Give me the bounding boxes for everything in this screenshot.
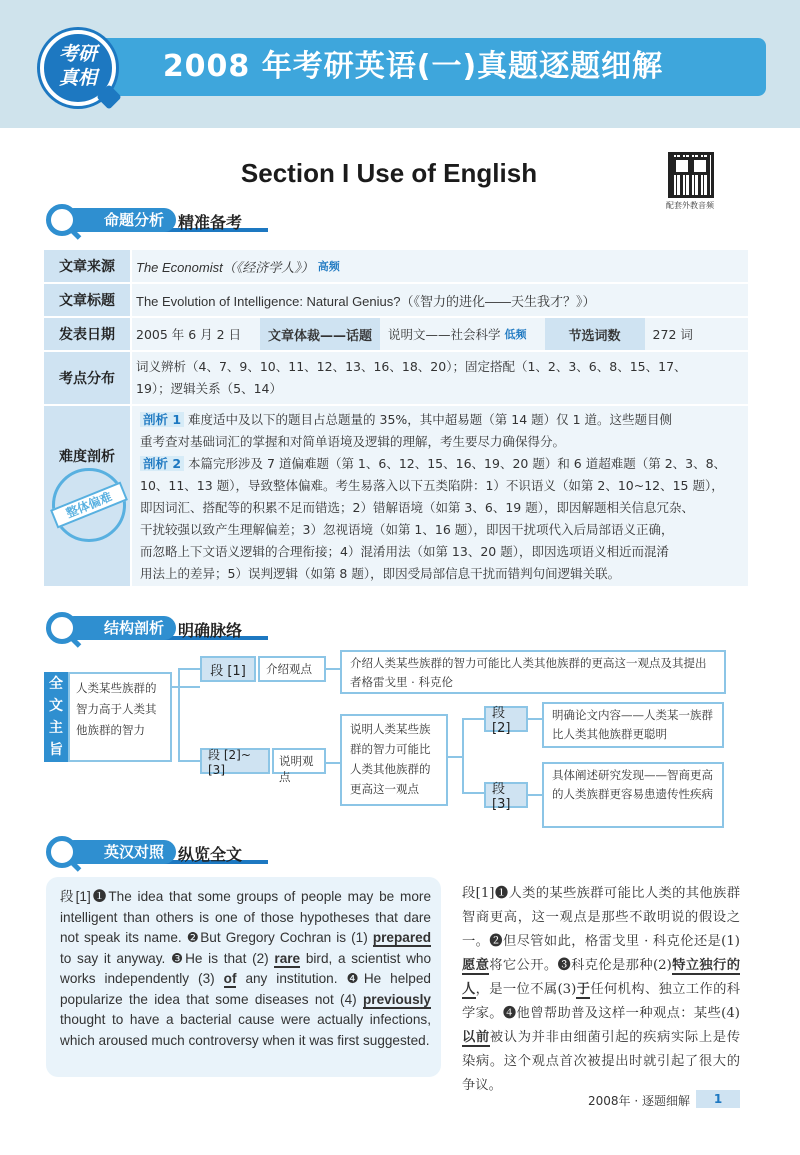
analysis-2-line-6: 用法上的差异；5）误判逻辑（如第 8 题），即因受局部信息干扰而错判句间逻辑关联。 [140, 566, 621, 581]
value-date: 2005 年 6 月 2 日 [136, 327, 242, 342]
connector-branch-sub [462, 718, 484, 794]
paragraph-3-label: 段 [3] [484, 782, 528, 808]
row-date [44, 318, 748, 352]
points-line-1: 词义辨析（4、7、9、10、11、12、13、16、18、20）；固定搭配（1、2、3、6、8、15、17、 [136, 359, 687, 374]
connector-sub-trunk [448, 756, 462, 758]
section-header-bilingual [38, 836, 278, 872]
translation-word-3: 于 [576, 982, 591, 997]
section-header-structure [38, 612, 278, 648]
logo-line-2: 真相 [58, 67, 97, 89]
label-words: 节选词数 [545, 318, 645, 350]
label-genre: 文章体裁——话题 [260, 318, 380, 350]
magnifier-icon [46, 612, 78, 644]
value-words: 272 词 [652, 327, 693, 342]
value-title: The Evolution of Intelligence: Natural Genius?（《智力的进化——天生我才？》） [136, 293, 596, 309]
page-number: 1 [696, 1090, 740, 1108]
section-subtitle-bilingual: 纵览全文 [178, 845, 243, 864]
section-title-analysis: 命题分析 [62, 208, 176, 232]
paragraph-2-3-description: 说明人类某些族群的智力可能比人类其他族群的更高这一观点 [340, 714, 448, 806]
translation-word-4: 以前 [462, 1030, 490, 1045]
footer-text: 2008年 · 逐题细解 [588, 1094, 690, 1108]
qr-code-icon[interactable] [668, 152, 714, 198]
page-title: 2008 年考研英语(一)真题逐题细解 [162, 49, 664, 84]
connector-p3 [528, 794, 542, 796]
qr-caption: 配套外教音频 [666, 201, 714, 210]
english-passage-box [46, 877, 441, 1077]
paragraph-2-description: 明确论文内容——人类某一族群比人类其他族群更聪明 [542, 702, 724, 748]
magnifier-icon [46, 836, 78, 868]
answer-word-4: previously [363, 991, 431, 1007]
analysis-tag-2: 剖析 2 [140, 456, 184, 471]
answer-word-3: of [223, 971, 237, 986]
answer-word-2: rare [274, 950, 301, 966]
chinese-translation: 段[1]❶人类的某些族群可能比人类的其他族群智商更高，这一观点是那些不敢明说的假设之一。❷但尽管如此，格雷戈里 · 科克伦还是(1)愿意将它公开。❸科克伦是那种(2)特立独行的人，是一位不属(3)于任何机构、独立工作的科学家。❹他曾帮助普及这样一种观点：某些(4)以前被认为并非由细菌引起的疾病实际上是传染病。这个观点首次被提出时就引起了很大的争议。 [462, 886, 741, 1093]
value-source: The Economist（《经济学人》） [136, 259, 314, 275]
connector-branch-main [178, 668, 200, 762]
paragraph-2-3-label: 段 [2]~[3] [200, 748, 270, 774]
section-title: Section I Use of English [240, 158, 538, 188]
stamp-badge [52, 468, 126, 542]
structure-diagram [44, 650, 748, 830]
row-title [44, 284, 748, 318]
tag-low-frequency: 低频 [504, 328, 527, 341]
english-passage: 段[1]❶The idea that some groups of people may be more intelligent than others is one of those hypotheses that dare not speak its name. ❷But Gregory Cochran is (1) prepared to say it anyway. ❸He is that (2) rare bird, a scientist who works independently (3) of any institution. ❹He helped popularize the idea that some diseases not (4) previously thought to have a bacterial cause were actually infections, which aroused much controversy when it was first suggested. [60, 889, 432, 1048]
logo-line-1: 考研 [58, 43, 97, 65]
connector-p2 [528, 718, 542, 720]
answer-word-1: prepared [372, 930, 431, 945]
label-date: 发表日期 [44, 318, 130, 350]
paragraph-2-3-role: 说明观点 [272, 748, 326, 774]
label-difficulty: 难度剖析 [59, 449, 115, 465]
paragraph-2-label: 段 [2] [484, 706, 528, 732]
analysis-1-line-1: 难度适中及以下的题目占总题量的 35%，其中超易题（第 14 题）仅 1 道。这些题目侧 [188, 412, 673, 427]
connector-p23 [326, 762, 340, 764]
section-title-structure: 结构剖析 [62, 616, 176, 640]
main-idea-text: 人类某些族群的智力高于人类其他族群的智力 [68, 672, 172, 762]
translation-word-1: 愿意 [462, 958, 490, 973]
section-header-analysis [38, 204, 278, 240]
translation-word-2: 特立独行的人 [462, 958, 740, 997]
analysis-2-line-4: 干扰较强以致产生理解偏差；3）忽视语境（如第 1、16 题），即因干扰项代入后局部语义正确， [140, 522, 674, 537]
paragraph-1-role: 介绍观点 [258, 656, 326, 682]
row-points [44, 352, 748, 406]
main-idea-label: 全文主旨 [44, 672, 68, 762]
analysis-2-line-3: 即因词汇、搭配等的积累不足而错选；2）错解语境（如第 3、6、19 题），即因解题相关信息冗杂、 [140, 500, 694, 515]
analysis-tag-1: 剖析 1 [140, 412, 184, 427]
magnifier-icon [46, 204, 78, 236]
label-points: 考点分布 [44, 352, 130, 404]
connector-p1 [326, 668, 340, 670]
points-line-2: 19）；逻辑关系（5、14） [136, 381, 283, 396]
section-subtitle-analysis: 精准备考 [178, 213, 243, 232]
paragraph-1-description: 介绍人类某些族群的智力可能比人类其他族群的更高这一观点及其提出者格雷戈里 · 科克伦 [340, 650, 726, 694]
value-genre: 说明文——社会科学 [388, 327, 501, 342]
tag-high-frequency: 高频 [317, 260, 340, 273]
section-subtitle-structure: 明确脉络 [178, 621, 243, 640]
paragraph-3-description: 具体阐述研究发现——智商更高的人类族群更容易患遗传性疾病 [542, 762, 724, 828]
section-title-bilingual: 英汉对照 [62, 840, 176, 864]
label-source: 文章来源 [44, 250, 130, 282]
analysis-2-line-1: 本篇完形涉及 7 道偏难题（第 1、6、12、15、16、19、20 题）和 6 道超难题（第 2、3、8、 [188, 456, 727, 471]
stamp-text: 整体偏难 [50, 481, 128, 528]
paragraph-1-label: 段 [1] [200, 656, 256, 682]
analysis-2-line-2: 10、11、13 题），导致整体偏难。考生易落入以下五类陷阱：1）不识语义（如第 2、10~12、15 题）， [140, 478, 724, 493]
analysis-1-line-2: 重考查对基础词汇的掌握和对简单语境及逻辑的理解，考生要尽力确保得分。 [140, 434, 566, 449]
label-title: 文章标题 [44, 284, 130, 316]
row-source [44, 250, 748, 284]
row-difficulty [44, 406, 748, 588]
analysis-2-line-5: 而忽略上下文语义逻辑的合理衔接；4）混淆用法（如第 13、20 题），即因选项语义相近而混淆 [140, 544, 669, 559]
